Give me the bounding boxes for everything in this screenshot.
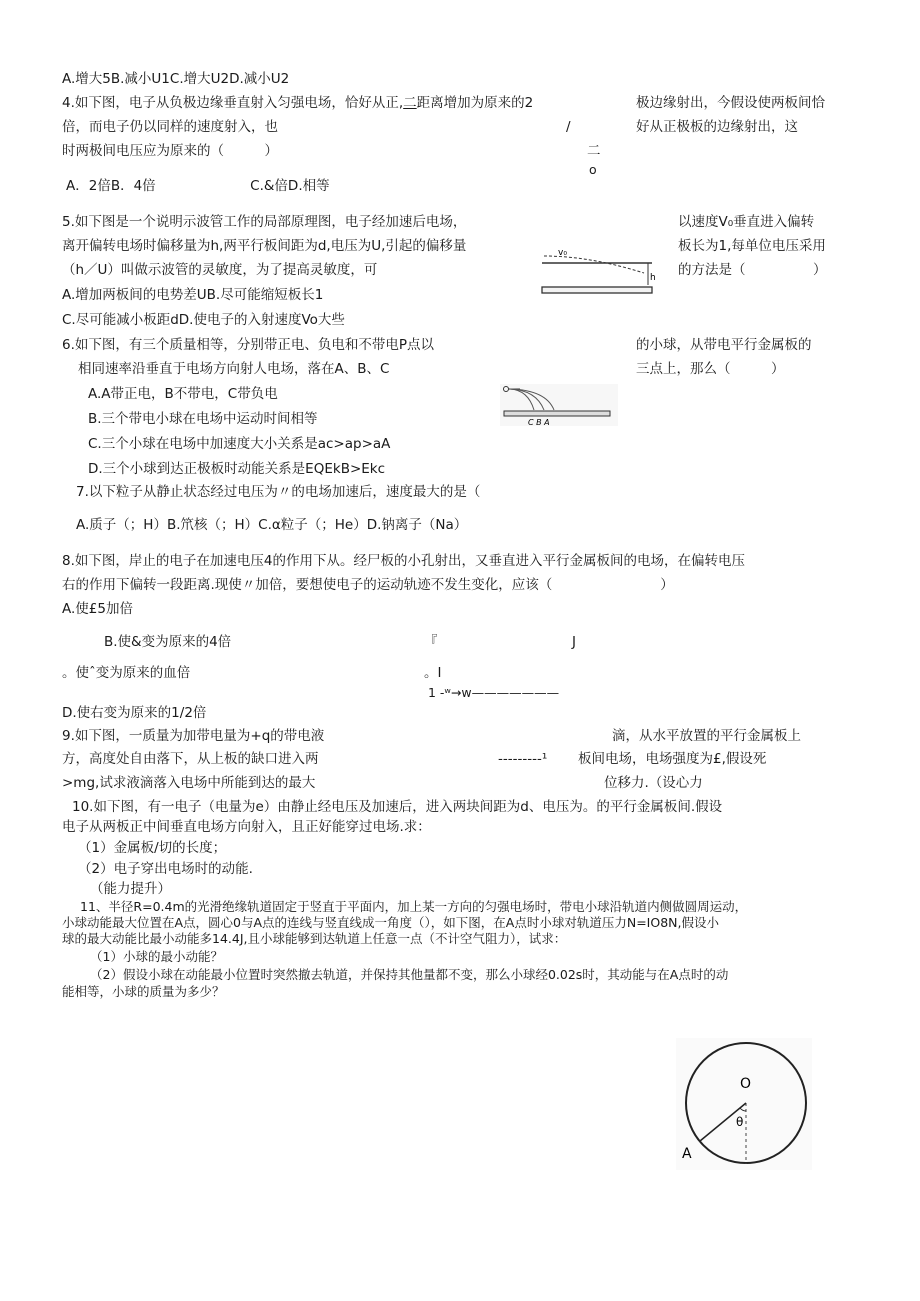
q10-line1: 10.如下图，有一电子（电量为e）由静止经电压及加速后，进入两块间距为d、电压为。的平行金属板间.假设 bbox=[72, 799, 723, 815]
q5-deflection-figure bbox=[540, 247, 660, 299]
q6-line2-right: 三点上，那么（ ） bbox=[636, 361, 785, 377]
q7-options: A.质子（；H）B.笊核（；H）C.α粒子（；He）D.钠离子（Na） bbox=[76, 517, 468, 533]
q11-sub2b: 能相等，小球的质量为多少？ bbox=[62, 984, 225, 999]
q10-line2: 电子从两板正中间垂直电场方向射入，且正好能穿过电场.求： bbox=[62, 819, 431, 835]
q4-fig-slash: / bbox=[566, 119, 571, 135]
q6-bottom-plate bbox=[504, 411, 610, 416]
q8-line1: 8.如下图，岸止的电子在加速电压4的作用下从。经尸板的小孔射出，又垂直进入平行金属板间的电场，在偏转电压 bbox=[62, 553, 745, 569]
q8-line2: 右的作用下偏转一段距离.现使〃加倍，要想使电子的运动轨迹不发生变化，应该（ ） bbox=[62, 577, 674, 593]
q6-option-a: A.A带正电，B不带电，C带负电 bbox=[88, 386, 278, 402]
q5-options-ab: A.增加两板间的电势差UB.尽可能缩短板长1 bbox=[62, 287, 324, 303]
q6-option-c: C.三个小球在电场中加速度大小关系是ac>ap>aA bbox=[88, 436, 391, 452]
q9-line2: 方，高度处自由落下，从上板的缺口进入两 bbox=[62, 751, 319, 767]
q8-option-b: B.使&变为原来的4倍 bbox=[104, 634, 232, 650]
q8-fig-line: 1 -ʷ→w——————— bbox=[428, 685, 560, 700]
q11-line3: 球的最大动能比最小动能多14.4J,且小球能够到达轨道上任意一点（不计空气阻力），试求： bbox=[62, 931, 567, 946]
q6-capacitor-figure bbox=[500, 384, 618, 426]
q5-line1-right: 以速度V₀垂直进入偏转 bbox=[678, 214, 815, 230]
q5-bottom-plate bbox=[542, 287, 652, 293]
q11-a-label: A bbox=[682, 1146, 692, 1162]
q9-line2-right: 板间电场，电场强度为£,假设死 bbox=[578, 751, 767, 767]
q9-line3-right: 位移力.（设心力 bbox=[604, 775, 703, 791]
q5-line2-right: 板长为1,每单位电压采用 bbox=[678, 238, 826, 254]
q8-option-a: A.使£5加倍 bbox=[62, 601, 133, 617]
section-heading: （能力提升） bbox=[90, 881, 171, 897]
q10-sub1: （1）金属板/切的长度； bbox=[78, 840, 227, 856]
q6-abc-labels: C B A bbox=[528, 418, 550, 426]
q5-options-cd: C.尽可能减小板距dD.使电子的入射速度Vo大些 bbox=[62, 312, 345, 328]
q9-line1-right: 滴，从水平放置的平行金属板上 bbox=[612, 728, 801, 744]
q5-line3: （h／U）叫做示波管的灵敏度，为了提高灵敏度，可 bbox=[62, 262, 378, 278]
q11-center-label: O bbox=[740, 1076, 752, 1092]
q9-line3: >mg,试求液滴落入电场中所能到达的最大 bbox=[62, 775, 316, 791]
q4-fig-mark2: o bbox=[589, 162, 597, 177]
q11-circle-figure bbox=[676, 1038, 812, 1170]
q5-line3-right: 的方法是（ ） bbox=[678, 262, 827, 278]
q6-option-d: D.三个小球到达正极板时动能关系是EQEkB>Ekc bbox=[88, 461, 386, 477]
q8-option-c: 。使ˆ变为原来的血倍 bbox=[62, 665, 191, 681]
q5-electron-path bbox=[544, 256, 644, 273]
q5-line1: 5.如下图是一个说明示波管工作的局部原理图，电子经加速后电场， bbox=[62, 214, 467, 230]
q3-options: A.增大5B.减小U1C.增大U2D.减小U2 bbox=[62, 71, 290, 87]
q8-fig-mark-i: 。I bbox=[424, 665, 442, 681]
q4-fig-mark1: 二 bbox=[587, 143, 601, 159]
q6-line1-right: 的小球，从带电平行金属板的 bbox=[636, 337, 812, 353]
q4-line3: 时两极间电压应为原来的（ ） bbox=[62, 143, 278, 159]
q6-option-b: B.三个带电小球在电场中运动时间相等 bbox=[88, 411, 318, 427]
q4-line1-right: 极边缘射出，今假设使两板间恰 bbox=[636, 95, 825, 111]
q5-h-label: h bbox=[650, 273, 656, 283]
q6-line2: 相同速率沿垂直于电场方向射人电场，落在A、B、C bbox=[78, 361, 390, 377]
q4-line2-right: 好从正极板的边缘射出，这 bbox=[636, 119, 798, 135]
q11-theta-label: θ bbox=[736, 1115, 744, 1129]
q9-line1: 9.如下图，一质量为加带电量为+q的带电液 bbox=[62, 728, 325, 744]
q11-line1: 11、半径R=0.4m的光滑绝缘轨道固定于竖直于平面内，加上某一方向的匀强电场时，带电小球沿轨道内侧做圆周运动， bbox=[80, 899, 748, 914]
q5-line2: 离开偏转电场时偏移量为h,两平行板间距为d,电压为U,引起的偏移量 bbox=[62, 238, 467, 254]
q8-fig-mark-left: 『 bbox=[424, 634, 438, 650]
q11-sub2a: （2）假设小球在动能最小位置时突然撤去轨道，并保持其他量都不变，那么小球经0.02s时，其动能与在A点时的动 bbox=[90, 967, 729, 982]
q11-sub1: （1）小球的最小动能？ bbox=[90, 949, 223, 964]
q8-fig-mark-right: J bbox=[572, 634, 576, 650]
q4-line1: 4.如下图，电子从负极边缘垂直射入匀强电场，恰好从正,二距离增加为原来的2 bbox=[62, 95, 534, 111]
q11-line2: 小球动能最大位置在A点，圆心0与A点的连线与竖直线成一角度（），如下图，在A点时小球对轨道压力N=IO8N,假设小 bbox=[62, 915, 719, 930]
q4-line2: 倍，而电子仍以同样的速度射入，也 bbox=[62, 119, 278, 135]
q9-fig-plate: ---------¹ bbox=[498, 751, 548, 767]
q6-line1: 6.如下图，有三个质量相等，分别带正电、负电和不带电P点以 bbox=[62, 337, 435, 353]
q4-options: A．2倍B．4倍 C.&倍D.相等 bbox=[66, 178, 330, 194]
q8-option-d: D.使右变为原来的1/2倍 bbox=[62, 705, 207, 721]
q5-v0-label: v₀ bbox=[558, 248, 567, 258]
q10-sub2: （2）电子穿出电场时的动能. bbox=[78, 861, 253, 877]
q7-stem: 7.以下粒子从静止状态经过电压为〃的电场加速后，速度最大的是（ bbox=[76, 484, 481, 500]
